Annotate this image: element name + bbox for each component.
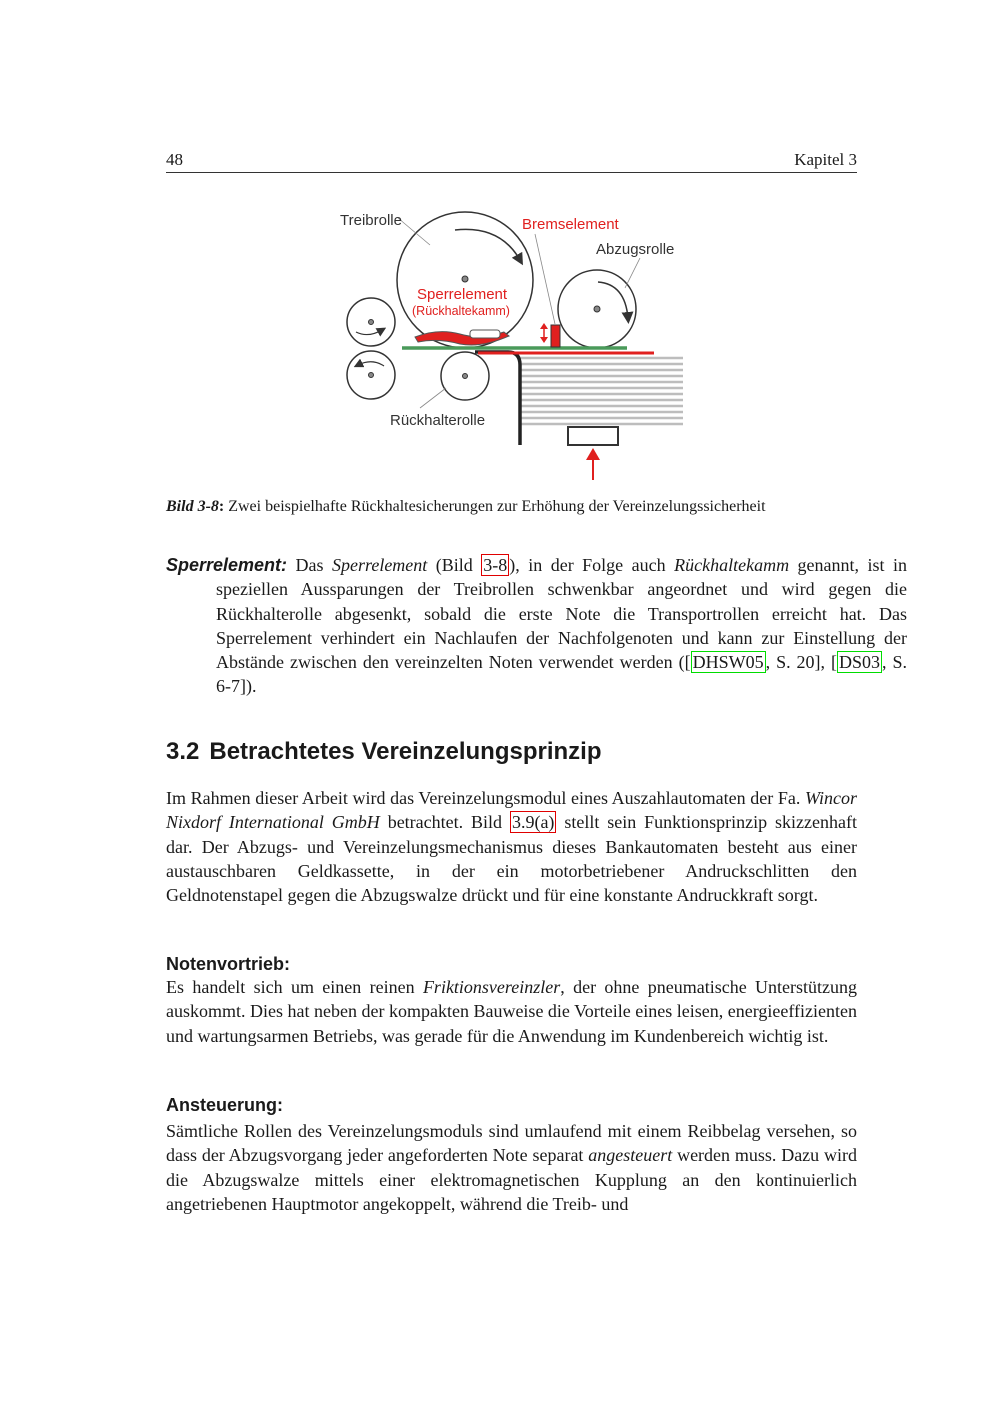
page-header	[166, 150, 857, 173]
brake-element	[551, 325, 560, 347]
citation-link[interactable]: DHSW05	[692, 652, 764, 673]
label-rueckhaltekamm: (Rückhaltekamm)	[412, 304, 510, 318]
chapter-label: Kapitel 3	[794, 150, 857, 169]
text-run: Im Rahmen dieser Arbeit wird das Vereinzelungsmodul eines Auszahlautomaten der Fa.	[166, 788, 805, 808]
retention-roller-axis	[463, 374, 468, 379]
ansteuerung-heading: Ansteuerung:	[166, 1095, 283, 1115]
note-stack	[520, 358, 683, 424]
pressure-plate	[568, 427, 618, 445]
section-heading	[166, 738, 601, 766]
italic-term: Sperrelement	[332, 555, 428, 575]
text-run: werden muss. Dazu wird die Abzugswalze mittels einer elektromagnetischen Kupplung an den kontinuierlich angetriebenen Hauptmotor angekoppelt, während die Treib- und	[166, 1145, 857, 1214]
figure-ref-link[interactable]: 3-8	[483, 555, 508, 575]
text-run: genannt, ist in speziellen Aussparungen der Treibrollen schwenkbar angeordnet und wird gegen die Rückhalterolle abgesenkt, sobald die erste Note die Transportrollen erreicht hat. Das Sperrelement verhindert ein Nachlaufen der Nachfolgenoten und kann zur Einstellung der Abstände zwischen den vereinzelten Noten verwendet werden ([	[216, 555, 907, 673]
transport-roller-bottom-axis	[369, 373, 374, 378]
sperrelement-term: Sperrelement:	[166, 555, 288, 575]
text-run: Sämtliche Rollen des Vereinzelungsmoduls sind umlaufend mit einem Reibbelag versehen, so dass der Abzugsvorgang jeder angeforderten Note separat	[166, 1121, 857, 1166]
transport-roller-top-axis	[369, 320, 374, 325]
label-sperrelement: Sperrelement	[417, 286, 508, 303]
figure-retention-mechanism	[320, 200, 720, 490]
figure-ref-link[interactable]: 3.9(a)	[511, 812, 555, 833]
text-run: ), in der Folge auch	[509, 555, 675, 575]
caption-text: Zwei beispielhafte Rückhaltesicherungen zur Erhöhung der Vereinzelungssicherheit	[228, 498, 766, 515]
figure-caption: Bild 3-8: Zwei beispielhafte Rückhaltesicherungen zur Erhöhung der Vereinzelungssicherheit	[166, 498, 766, 515]
text-run: , der ohne pneumatische Unterstützung auskommt. Dies hat neben der kompakten Bauweise die Vorteile eines leisen, energieeffizienten und wartungsarmen Betriebs, was gerade für die Anwendung im Kundenbereich wichtig ist.	[166, 977, 857, 1046]
section-number: 3.2	[166, 738, 200, 765]
caption-label: Bild 3-8	[166, 498, 219, 515]
label-treibrolle: Treibrolle	[340, 212, 402, 229]
italic-term: Rückhaltekamm	[674, 555, 790, 575]
take-off-roller-axis	[594, 306, 600, 312]
sperrelement-paragraph	[166, 553, 907, 699]
page-number: 48	[166, 150, 183, 169]
ansteuerung-paragraph	[166, 1119, 857, 1216]
italic-term: Wincor Nixdorf International GmbH	[166, 788, 857, 833]
text-run: betrachtet. Bild	[379, 812, 510, 833]
mechanism-diagram	[320, 200, 720, 490]
locking-element-slot	[470, 330, 500, 338]
label-bremselement: Bremselement	[522, 216, 619, 233]
label-rueckhalterolle: Rückhalterolle	[390, 412, 486, 429]
section-title: Betrachtetes Vereinzelungsprinzip	[209, 738, 602, 765]
notenvortrieb-paragraph	[166, 975, 857, 1048]
text-run: Es handelt sich um einen reinen	[166, 977, 423, 997]
label-abzugsrolle: Abzugsrolle	[596, 241, 675, 258]
text-run: Das	[295, 555, 332, 575]
notenvortrieb-heading: Notenvortrieb:	[166, 954, 291, 974]
intro-paragraph	[166, 786, 857, 907]
italic-term: Friktionsvereinzler	[422, 977, 561, 997]
text-run: (Bild	[427, 555, 482, 575]
drive-roller-axis	[462, 276, 468, 282]
citation-link[interactable]: DS03	[839, 652, 881, 673]
pressure-arrowhead	[586, 448, 600, 460]
italic-term: angesteuert	[588, 1145, 673, 1166]
text-run: , S. 20], [	[765, 652, 837, 673]
text-run: stellt sein Funktionsprinzip skizzenhaft dar. Der Abzugs- und Vereinzelungsmechanismus dieses Bankautomaten besteht aus einer austauschbaren Geldkassette, in der ein motorbetriebener Andruckschlitten den Geldnotenstapel gegen die Abzugswalze drückt und für eine konstante Andruckkraft sorgt.	[166, 812, 857, 906]
text-run: , S. 6-7]).	[216, 652, 907, 697]
